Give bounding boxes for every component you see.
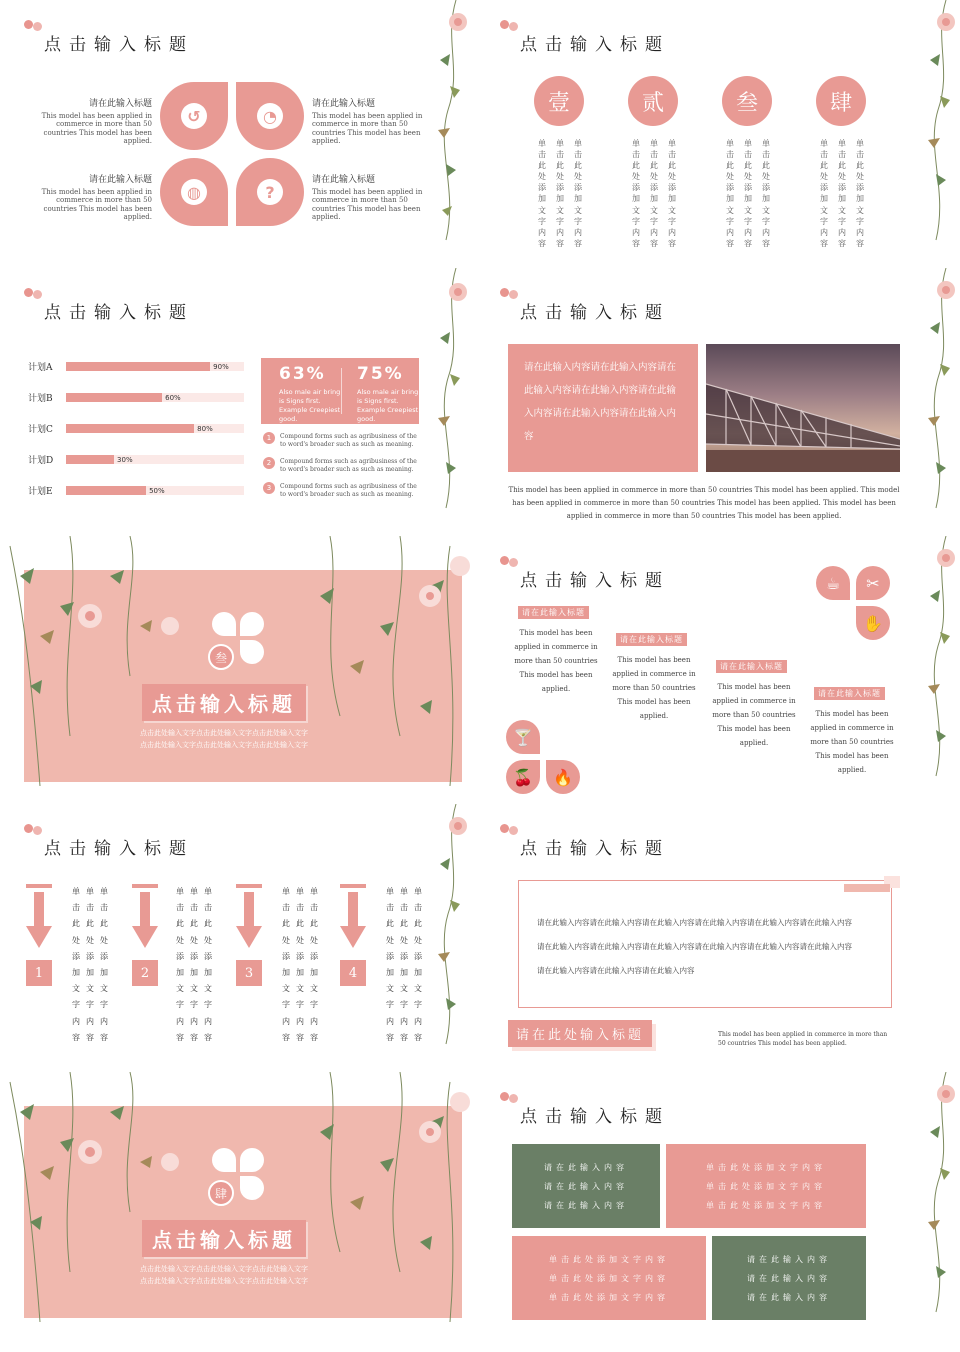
number-circle: 叁: [722, 76, 772, 126]
item-text: This model has been applied in commerce in more than 50 countries This model has been applied.: [514, 629, 598, 693]
content-frame: [518, 880, 892, 1008]
block-line: 单击此处添加文字内容: [706, 1200, 826, 1210]
cover-title: 点击输入标题: [142, 684, 306, 721]
vertical-text: 单 击 此 处 添 加 文 字 内 容: [400, 887, 408, 1042]
bar-fill: [66, 455, 114, 464]
floral-vine-icon: [916, 0, 960, 262]
title-dots-icon: [500, 1092, 522, 1104]
content-block-green: [712, 1236, 866, 1320]
block-line: 请在此输入内容: [747, 1254, 831, 1264]
stat-box: [261, 358, 419, 424]
block-line: 单击此处添加文字内容: [706, 1162, 826, 1172]
bar-label: 计划D: [28, 456, 54, 466]
step-number: 3: [236, 960, 262, 986]
hand-icon: ✋: [856, 606, 890, 640]
blurb-heading: 请在此输入标题: [88, 99, 152, 109]
blurb-3: [22, 176, 152, 222]
bar-percent: 80%: [197, 425, 213, 433]
vertical-text: 单 击 此 处 添 加 文 字 内 容: [762, 139, 770, 248]
slide-title: 点击输入标题: [44, 303, 194, 323]
title-dots-icon: [24, 288, 46, 300]
vertical-text: 单 击 此 处 添 加 文 字 内 容: [538, 139, 546, 248]
content-line: 请在此输入内容请在此输入内容请在此输入内容请在此输入内容请在此输入内容请在此输入内容: [537, 942, 852, 951]
stat-value: 75%: [357, 364, 404, 384]
stat-text: Also male air bring is Signs first. Example Creepiest good.: [357, 388, 419, 423]
cup-icon: ☕: [816, 566, 850, 600]
bar-fill: [66, 424, 194, 433]
cocktail-icon: 🍸: [506, 720, 540, 754]
blurb-text: This model has been applied in commerce in more than 50 countries This model has been applied.: [312, 187, 423, 221]
blurb-1: [22, 100, 152, 146]
block-line: 请在此输入内容: [544, 1200, 628, 1210]
bar-fill: [66, 393, 162, 402]
vertical-text: 单 击 此 处 添 加 文 字 内 容: [556, 139, 564, 248]
content-box: 请在此输入内容请在此输入内容请在此输入内容请在此输入内容请在此输入内容请在此输入内容请在此输入内容: [508, 344, 698, 472]
blurb-text: This model has been applied in commerce in more than 50 countries This model has been applied.: [312, 111, 423, 145]
bar-fill: [66, 362, 210, 371]
slide-8: [490, 804, 960, 1066]
vertical-text: 单 击 此 处 添 加 文 字 内 容: [204, 887, 212, 1042]
vertical-text: 单 击 此 处 添 加 文 字 内 容: [856, 139, 864, 248]
item-text: This model has been applied in commerce in more than 50 countries This model has been applied.: [712, 683, 796, 747]
floral-vine-icon: [916, 536, 960, 798]
stat-value: 63%: [279, 364, 326, 384]
step-number: 1: [26, 960, 52, 986]
vertical-text: 单 击 此 处 添 加 文 字 内 容: [310, 887, 318, 1042]
petal-top-right: [236, 82, 304, 150]
number-circle: 贰: [628, 76, 678, 126]
section-number: 肆: [208, 1180, 234, 1206]
cover-subtitle: 点击此处输入文字点击此处输入文字点击此处输入文字: [140, 1277, 308, 1285]
floral-vine-icon: [426, 268, 470, 530]
frame-accent: [844, 884, 890, 892]
point-text: Compound forms such as agribusiness of the to word's broader such as such as meaning.: [280, 458, 417, 473]
item-tag: 请在此输入标题: [716, 660, 787, 673]
petal-bottom-right: [236, 158, 304, 226]
blurb-heading: 请在此输入标题: [312, 99, 376, 109]
globe-icon: ◍: [181, 179, 207, 205]
slide-title: 点击输入标题: [520, 1107, 670, 1127]
petal-bottom-left: [160, 158, 228, 226]
title-dots-icon: [500, 288, 522, 300]
petal-top-left: [160, 82, 228, 150]
point-text: Compound forms such as agribusiness of the to word's broader such as such as meaning.: [280, 433, 417, 448]
title-button[interactable]: 请在此处输入标题: [508, 1020, 652, 1047]
vertical-text: 单 击 此 处 添 加 文 字 内 容: [744, 139, 752, 248]
vertical-text: 单 击 此 处 添 加 文 字 内 容: [632, 139, 640, 248]
caption-text: This model has been applied in commerce in more than 50 countries This model has been applied. This model has been applied in commerce in more than 50 countries This model has been applied. This model has been applied in commerce in more than 50 countries This model has been applied.: [508, 486, 900, 520]
bar-fill: [66, 486, 146, 495]
block-line: 单击此处添加文字内容: [549, 1254, 669, 1264]
bar-track: [66, 424, 244, 433]
slide-title: 点击输入标题: [520, 571, 670, 591]
vertical-text: 单 击 此 处 添 加 文 字 内 容: [650, 139, 658, 248]
blurb-4: [312, 176, 442, 222]
floral-garland-icon: [0, 1072, 470, 1334]
bar-label: 计划A: [28, 363, 53, 373]
fire-icon: 🔥: [546, 760, 580, 794]
vertical-text: 单 击 此 处 添 加 文 字 内 容: [72, 887, 80, 1042]
slide-title: 点击输入标题: [44, 839, 194, 859]
title-dots-icon: [24, 824, 46, 836]
point-number: 1: [263, 432, 275, 444]
bar-percent: 60%: [165, 394, 181, 402]
section-number: 叁: [208, 644, 234, 670]
vertical-text: 单 击 此 处 添 加 文 字 内 容: [100, 887, 108, 1042]
item-tag: 请在此输入标题: [814, 687, 885, 700]
step-number: 2: [132, 960, 158, 986]
bar-percent: 30%: [117, 456, 133, 464]
title-dots-icon: [24, 20, 46, 32]
item-tag: 请在此输入标题: [518, 606, 589, 619]
block-line: 请在此输入内容: [747, 1273, 831, 1283]
slide-6: [490, 536, 960, 798]
title-dots-icon: [500, 824, 522, 836]
vertical-text: 单 击 此 处 添 加 文 字 内 容: [820, 139, 828, 248]
item-text: This model has been applied in commerce in more than 50 countries This model has been applied.: [810, 710, 894, 774]
vertical-text: 单 击 此 处 添 加 文 字 内 容: [386, 887, 394, 1042]
slide-title: 点击输入标题: [520, 35, 670, 55]
point-text: Compound forms such as agribusiness of the to word's broader such as such as meaning.: [280, 483, 417, 498]
floral-garland-icon: [0, 536, 470, 798]
point-number: 3: [263, 482, 275, 494]
cover-subtitle: 点击此处输入文字点击此处输入文字点击此处输入文字: [140, 1265, 308, 1273]
block-line: 单击此处添加文字内容: [549, 1273, 669, 1283]
content-line: 请在此输入内容请在此输入内容请在此输入内容请在此输入内容请在此输入内容请在此输入内容: [537, 918, 852, 927]
bar-track: [66, 393, 244, 402]
bar-percent: 50%: [149, 487, 165, 495]
slide-2: [490, 0, 960, 262]
vertical-text: 单 击 此 处 添 加 文 字 内 容: [190, 887, 198, 1042]
question-icon: ?: [257, 179, 283, 205]
number-circle: 肆: [816, 76, 866, 126]
slide-title: 点击输入标题: [44, 35, 194, 55]
tools-icon: ✂: [856, 566, 890, 600]
slide-10: [490, 1072, 960, 1334]
slide-title: 点击输入标题: [520, 839, 670, 859]
blurb-2: [312, 100, 442, 146]
cherry-icon: 🍒: [506, 760, 540, 794]
slide-4: [490, 268, 960, 530]
step-number: 4: [340, 960, 366, 986]
floral-vine-icon: [426, 804, 470, 1066]
block-line: 请在此输入内容: [544, 1162, 628, 1172]
vertical-text: 单 击 此 处 添 加 文 字 内 容: [414, 887, 422, 1042]
down-arrow-icon: [236, 884, 262, 950]
down-arrow-icon: [132, 884, 158, 950]
vertical-text: 单 击 此 处 添 加 文 字 内 容: [296, 887, 304, 1042]
floral-vine-icon: [916, 268, 960, 530]
blurb-heading: 请在此输入标题: [88, 175, 152, 185]
vertical-text: 单 击 此 处 添 加 文 字 内 容: [726, 139, 734, 248]
floral-vine-icon: [916, 1072, 960, 1334]
pie-chart-icon: ◔: [257, 103, 283, 129]
title-dots-icon: [500, 20, 522, 32]
item-tag: 请在此输入标题: [616, 633, 687, 646]
bar-label: 计划B: [28, 394, 53, 404]
slide-9-section-cover: [0, 1072, 470, 1334]
blurb-text: This model has been applied in commerce in more than 50 countries This model has been applied.: [41, 111, 152, 145]
bar-track: [66, 455, 244, 464]
vertical-text: 单 击 此 处 添 加 文 字 内 容: [176, 887, 184, 1042]
slide-1: [0, 0, 470, 262]
vertical-text: 单 击 此 处 添 加 文 字 内 容: [86, 887, 94, 1042]
vertical-text: 单 击 此 处 添 加 文 字 内 容: [668, 139, 676, 248]
slide-7: [0, 804, 470, 1066]
item-text: This model has been applied in commerce in more than 50 countries This model has been applied.: [612, 656, 696, 720]
floral-vine-icon: [426, 0, 470, 262]
vertical-text: 单 击 此 处 添 加 文 字 内 容: [574, 139, 582, 248]
bridge-photo: [706, 344, 900, 472]
cover-title: 点击输入标题: [142, 1220, 306, 1257]
slide-title: 点击输入标题: [520, 303, 670, 323]
caption-text: This model has been applied in commerce in more than 50 countries This model has been applied.: [718, 1031, 888, 1047]
content-block-pink: [666, 1144, 866, 1228]
cover-subtitle: 点击此处输入文字点击此处输入文字点击此处输入文字: [140, 729, 308, 737]
blurb-heading: 请在此输入标题: [312, 175, 376, 185]
bar-label: 计划C: [28, 425, 53, 435]
vertical-text: 单 击 此 处 添 加 文 字 内 容: [282, 887, 290, 1042]
slide-3: [0, 268, 470, 530]
vertical-text: 单 击 此 处 添 加 文 字 内 容: [838, 139, 846, 248]
bar-percent: 90%: [213, 363, 229, 371]
block-line: 请在此输入内容: [544, 1181, 628, 1191]
content-line: 请在此输入内容请在此输入内容请在此输入内容: [537, 966, 695, 975]
number-circle: 壹: [534, 76, 584, 126]
stat-divider: [341, 368, 342, 414]
refresh-icon: ↺: [181, 103, 207, 129]
bar-label: 计划E: [28, 487, 53, 497]
content-block-pink: [512, 1236, 706, 1320]
cover-subtitle: 点击此处输入文字点击此处输入文字点击此处输入文字: [140, 741, 308, 749]
slide-5-section-cover: [0, 536, 470, 798]
content-block-green: [512, 1144, 660, 1228]
title-dots-icon: [500, 556, 522, 568]
stat-text: Also male air bring is Signs first. Example Creepiest good.: [279, 388, 341, 423]
down-arrow-icon: [26, 884, 52, 950]
block-line: 单击此处添加文字内容: [706, 1181, 826, 1191]
block-line: 单击此处添加文字内容: [549, 1292, 669, 1302]
down-arrow-icon: [340, 884, 366, 950]
point-number: 2: [263, 457, 275, 469]
block-line: 请在此输入内容: [747, 1292, 831, 1302]
blurb-text: This model has been applied in commerce in more than 50 countries This model has been applied.: [41, 187, 152, 221]
